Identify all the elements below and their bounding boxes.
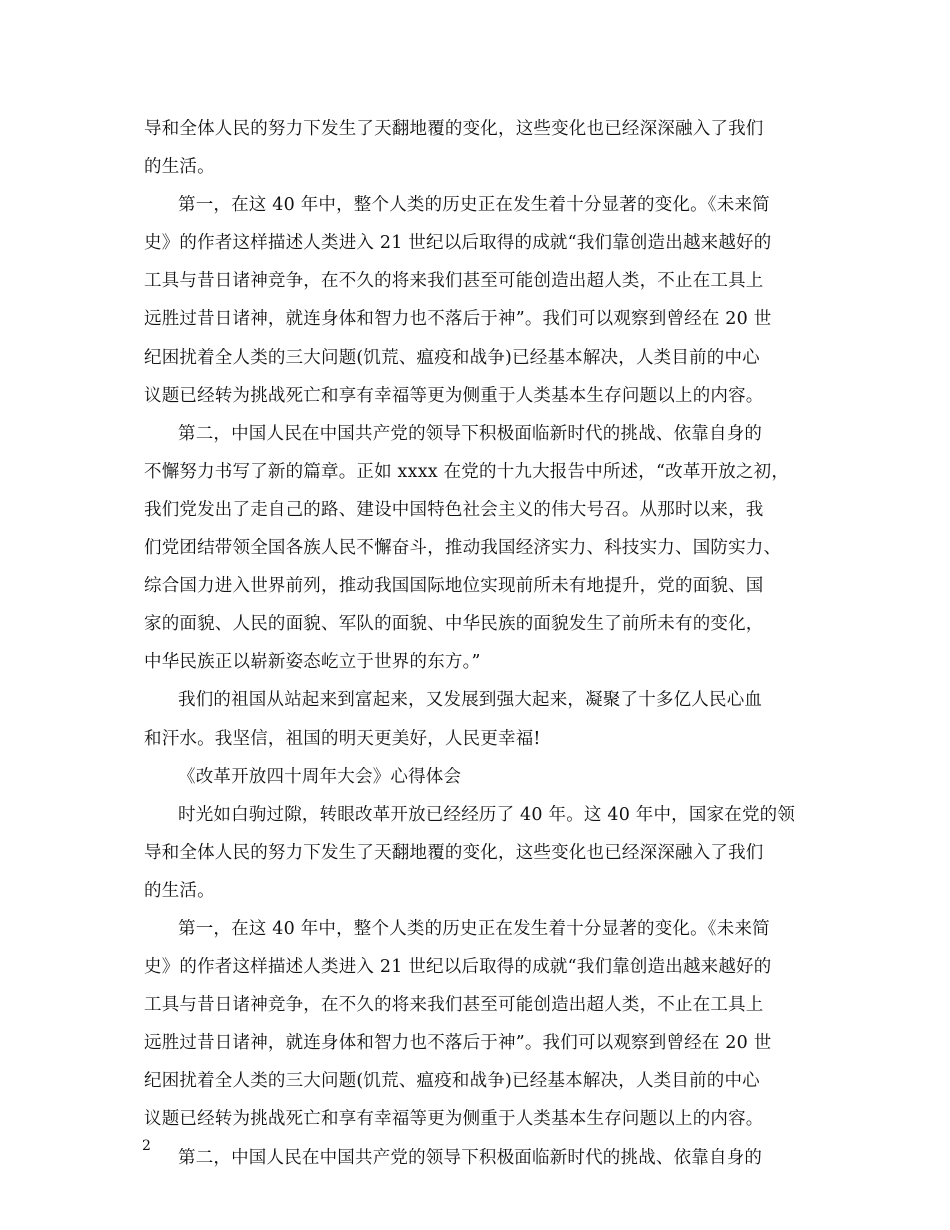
text-line: 工具与昔日诸神竞争，在不久的将来我们甚至可能创造出超人类，不止在工具上 [144, 271, 764, 292]
text-line: 我们的祖国从站起来到富起来，又发展到强大起来，凝聚了十多亿人民心血 [178, 690, 763, 711]
text-line: 第二，中国人民在中国共产党的领导下积极面临新时代的挑战、依靠自身的 [178, 1147, 763, 1168]
text-line: 的生活。 [144, 157, 215, 178]
text-line: 时光如白驹过隙，转眼改革开放已经经历了 40 年。这 40 年中，国家在党的领 [178, 804, 796, 825]
text-line: 不懈努力书写了新的篇章。正如 xxxx 在党的十九大报告中所述，“改革开放之初， [144, 461, 790, 482]
text-line: 工具与昔日诸神竞争，在不久的将来我们甚至可能创造出超人类，不止在工具上 [144, 995, 764, 1016]
document-body [144, 110, 824, 1177]
text-line: 远胜过昔日诸神，就连身体和智力也不落后于神”。我们可以观察到曾经在 20 世 [144, 309, 772, 330]
text-line: 家的面貌、人民的面貌、军队的面貌、中华民族的面貌发生了前所未有的变化， [144, 614, 764, 635]
text-line: 和汗水。我坚信，祖国的明天更美好，人民更幸福! [144, 728, 541, 749]
text-line: 史》的作者这样描述人类进入 21 世纪以后取得的成就“我们靠创造出越来越好的 [144, 957, 772, 978]
text-line: 纪困扰着全人类的三大问题(饥荒、瘟疫和战争)已经基本解决，人类目前的中心 [144, 347, 760, 368]
text-line: 中华民族正以崭新姿态屹立于世界的东方。” [144, 652, 481, 673]
page-number: 2 [142, 1138, 151, 1154]
text-line: 我们党发出了走自己的路、建设中国特色社会主义的伟大号召。从那时以来，我 [144, 499, 764, 520]
text-line: 综合国力进入世界前列，推动我国国际地位实现前所未有地提升，党的面貌、国 [144, 576, 764, 597]
text-line: 《改革开放四十周年大会》心得体会 [178, 766, 462, 787]
text-line: 第二，中国人民在中国共产党的领导下积极面临新时代的挑战、依靠自身的 [178, 423, 763, 444]
text-line: 第一，在这 40 年中，整个人类的历史正在发生着十分显著的变化。《未来简 [178, 195, 770, 216]
text-line: 议题已经转为挑战死亡和享有幸福等更为侧重于人类基本生存问题以上的内容。 [144, 1109, 764, 1130]
text-line: 的生活。 [144, 880, 215, 901]
text-line: 远胜过昔日诸神，就连身体和智力也不落后于神”。我们可以观察到曾经在 20 世 [144, 1033, 772, 1054]
text-line: 纪困扰着全人类的三大问题(饥荒、瘟疫和战争)已经基本解决，人类目前的中心 [144, 1071, 760, 1092]
text-line: 史》的作者这样描述人类进入 21 世纪以后取得的成就“我们靠创造出越来越好的 [144, 233, 772, 254]
text-line: 导和全体人民的努力下发生了天翻地覆的变化，这些变化也已经深深融入了我们 [144, 842, 764, 863]
text-line: 们党团结带领全国各族人民不懈奋斗，推动我国经济实力、科技实力、国防实力、 [144, 538, 782, 559]
text-line: 导和全体人民的努力下发生了天翻地覆的变化，这些变化也已经深深融入了我们 [144, 119, 764, 139]
text-line: 第一，在这 40 年中，整个人类的历史正在发生着十分显著的变化。《未来简 [178, 918, 770, 939]
text-line: 议题已经转为挑战死亡和享有幸福等更为侧重于人类基本生存问题以上的内容。 [144, 385, 764, 406]
